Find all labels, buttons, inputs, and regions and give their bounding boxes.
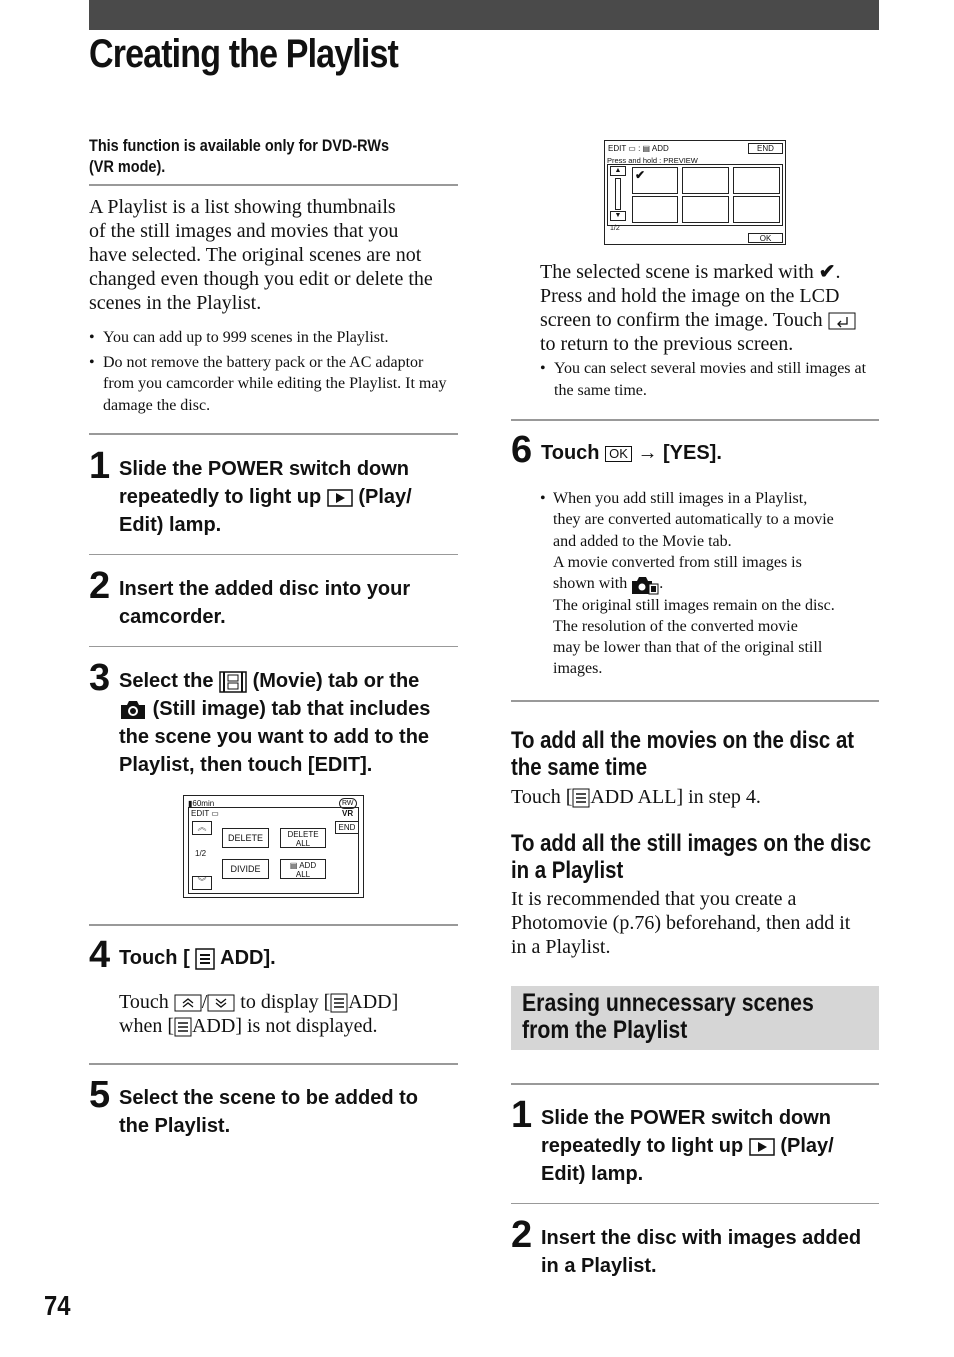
step-6-notes: • When you add still images in a Playlist, they are converted automatically to a movie and added to the Movie tab. A movie converted from still images is shown with . The original still images remain on the disc. The resolution of the converted movie may be lower than that of the original still images. bbox=[540, 490, 835, 678]
section-heading-erasing: Erasing unnecessary scenes from the Playlist bbox=[511, 986, 879, 1050]
page-indicator: 1/2 bbox=[195, 849, 207, 858]
arrow-right-icon: → bbox=[637, 442, 658, 464]
step-6 bbox=[511, 431, 879, 481]
return-icon bbox=[828, 312, 856, 330]
scroll-down-button[interactable]: ▼ bbox=[610, 211, 626, 221]
ok-key: OK bbox=[605, 446, 632, 462]
page-indicator: 1/2 bbox=[610, 225, 620, 232]
step-number: 2 bbox=[511, 1214, 533, 1256]
playlist-add-icon bbox=[195, 948, 215, 970]
step-2 bbox=[89, 567, 458, 637]
page-title: Creating the Playlist bbox=[89, 32, 399, 76]
preview-hint: Press and hold : PREVIEW bbox=[607, 156, 698, 165]
step-5 bbox=[89, 1076, 458, 1146]
divider bbox=[511, 1203, 879, 1204]
playlist-add-icon bbox=[572, 788, 590, 808]
divider bbox=[89, 646, 458, 647]
selected-scene-paragraph: The selected scene is marked with ✔. Press and hold the image on the LCD screen to confirm the image. Touch to return to the previous screen. bbox=[540, 260, 880, 356]
thumbnail[interactable] bbox=[682, 196, 729, 223]
step-number: 3 bbox=[89, 657, 111, 699]
divider bbox=[511, 419, 879, 421]
scroll-up-button[interactable]: ︽ bbox=[192, 821, 212, 835]
delete-button[interactable]: DELETE bbox=[222, 828, 269, 848]
scrollbar[interactable] bbox=[615, 178, 621, 210]
delete-all-button[interactable]: DELETE ALL bbox=[280, 828, 326, 848]
divide-button[interactable]: DIVIDE bbox=[222, 859, 269, 879]
thumbnail[interactable] bbox=[632, 196, 678, 223]
camera-icon bbox=[119, 699, 147, 721]
edit-menu-lcd bbox=[183, 795, 364, 898]
converted-movie-icon bbox=[631, 575, 659, 595]
scroll-up-icon bbox=[174, 994, 202, 1012]
scroll-down-button[interactable]: ︾ bbox=[192, 876, 212, 890]
step-3 bbox=[89, 659, 458, 784]
play-edit-icon bbox=[749, 1138, 775, 1156]
playlist-add-icon bbox=[330, 993, 348, 1013]
battery-indicator: ▮60min bbox=[188, 799, 215, 808]
availability-note: This function is available only for DVD-RWs (VR mode). bbox=[89, 136, 390, 176]
disc-indicator: RW bbox=[339, 798, 357, 809]
scroll-down-icon bbox=[207, 994, 235, 1012]
note-bullets bbox=[89, 327, 449, 419]
thumbnail[interactable] bbox=[682, 167, 729, 194]
divider bbox=[89, 433, 458, 435]
step-4-body: Touch / to display [ ADD] when [ ADD] is not displayed. bbox=[119, 991, 399, 1037]
step-number: 6 bbox=[511, 429, 533, 471]
divider bbox=[89, 184, 458, 186]
check-mark-icon: ✔ bbox=[635, 168, 646, 182]
edit-label: EDIT ▭ bbox=[191, 809, 219, 818]
add-all-button[interactable]: ▤ ADD ALL bbox=[280, 859, 326, 879]
subheading-add-all-stills: To add all the still images on the disc in a Playlist bbox=[511, 830, 872, 884]
movie-film-icon bbox=[219, 671, 247, 693]
divider bbox=[89, 1063, 458, 1065]
add-all-stills-body: It is recommended that you create a Photomovie (p.76) beforehand, then add it in a Playlist. bbox=[511, 888, 851, 958]
page-number: 74 bbox=[44, 1290, 71, 1321]
step-text: Touch OK → [YES]. bbox=[541, 442, 722, 464]
step-number: 1 bbox=[511, 1094, 533, 1136]
thumbnail[interactable] bbox=[733, 196, 780, 223]
step-number: 5 bbox=[89, 1074, 111, 1116]
thumbnail[interactable] bbox=[733, 167, 780, 194]
step-number: 2 bbox=[89, 565, 111, 607]
header-bar bbox=[89, 0, 879, 30]
scene-select-lcd bbox=[604, 140, 786, 245]
list-item: • You can select several movies and still images at the same time. bbox=[540, 358, 870, 401]
ok-button[interactable]: OK bbox=[748, 233, 783, 243]
step-number: 4 bbox=[89, 934, 111, 976]
step-text: Insert the disc with images added in a Playlist. bbox=[541, 1227, 862, 1277]
step-text: Select the (Movie) tab or the (Still image) tab that includes the scene you want to add to the Playlist, then touch [EDIT]. bbox=[119, 670, 431, 776]
check-mark-icon: ✔ bbox=[818, 261, 836, 283]
play-edit-icon bbox=[327, 489, 353, 507]
divider bbox=[511, 1083, 879, 1085]
lcd-frame bbox=[188, 807, 359, 894]
add-all-movies-body: Touch [ ADD ALL] in step 4. bbox=[511, 786, 761, 808]
step-text: Slide the POWER switch down repeatedly to light up (Play/ Edit) lamp. bbox=[119, 458, 412, 536]
intro-paragraph: A Playlist is a list showing thumbnails of the still images and movies that you have selected. The original scenes are not changed even though you edit or delete the scenes in the Playlist. bbox=[89, 196, 433, 314]
subheading-add-all-movies: To add all the movies on the disc at the same time bbox=[511, 727, 855, 781]
step-text: Select the scene to be added to the Playlist. bbox=[119, 1087, 418, 1137]
step-number: 1 bbox=[89, 445, 111, 487]
thumbnail-selected[interactable] bbox=[632, 167, 678, 194]
step-text: Slide the POWER switch down repeatedly to light up (Play/ Edit) lamp. bbox=[541, 1107, 834, 1185]
playlist-add-icon bbox=[174, 1017, 192, 1037]
mode-label: VR bbox=[342, 809, 354, 818]
scroll-up-button[interactable]: ▲ bbox=[610, 166, 626, 176]
step-1 bbox=[89, 447, 458, 547]
end-button[interactable]: END bbox=[335, 821, 359, 834]
step-text: Insert the added disc into your camcorder. bbox=[119, 578, 411, 628]
end-button[interactable]: END bbox=[748, 143, 783, 154]
list-item: • Do not remove the battery pack or the AC adaptor from you camcorder while editing the Playlist. It may damage the disc. bbox=[89, 352, 449, 417]
list-item: • You can add up to 999 scenes in the Playlist. bbox=[89, 327, 449, 349]
erase-step-2 bbox=[511, 1216, 879, 1286]
erase-step-1 bbox=[511, 1096, 879, 1196]
step-text: Touch [ ADD]. bbox=[119, 947, 276, 969]
divider bbox=[89, 554, 458, 555]
divider bbox=[89, 924, 458, 926]
divider bbox=[511, 700, 879, 702]
edit-label: EDIT ▭ : ▤ ADD bbox=[608, 144, 669, 153]
selection-bullets bbox=[540, 358, 870, 404]
